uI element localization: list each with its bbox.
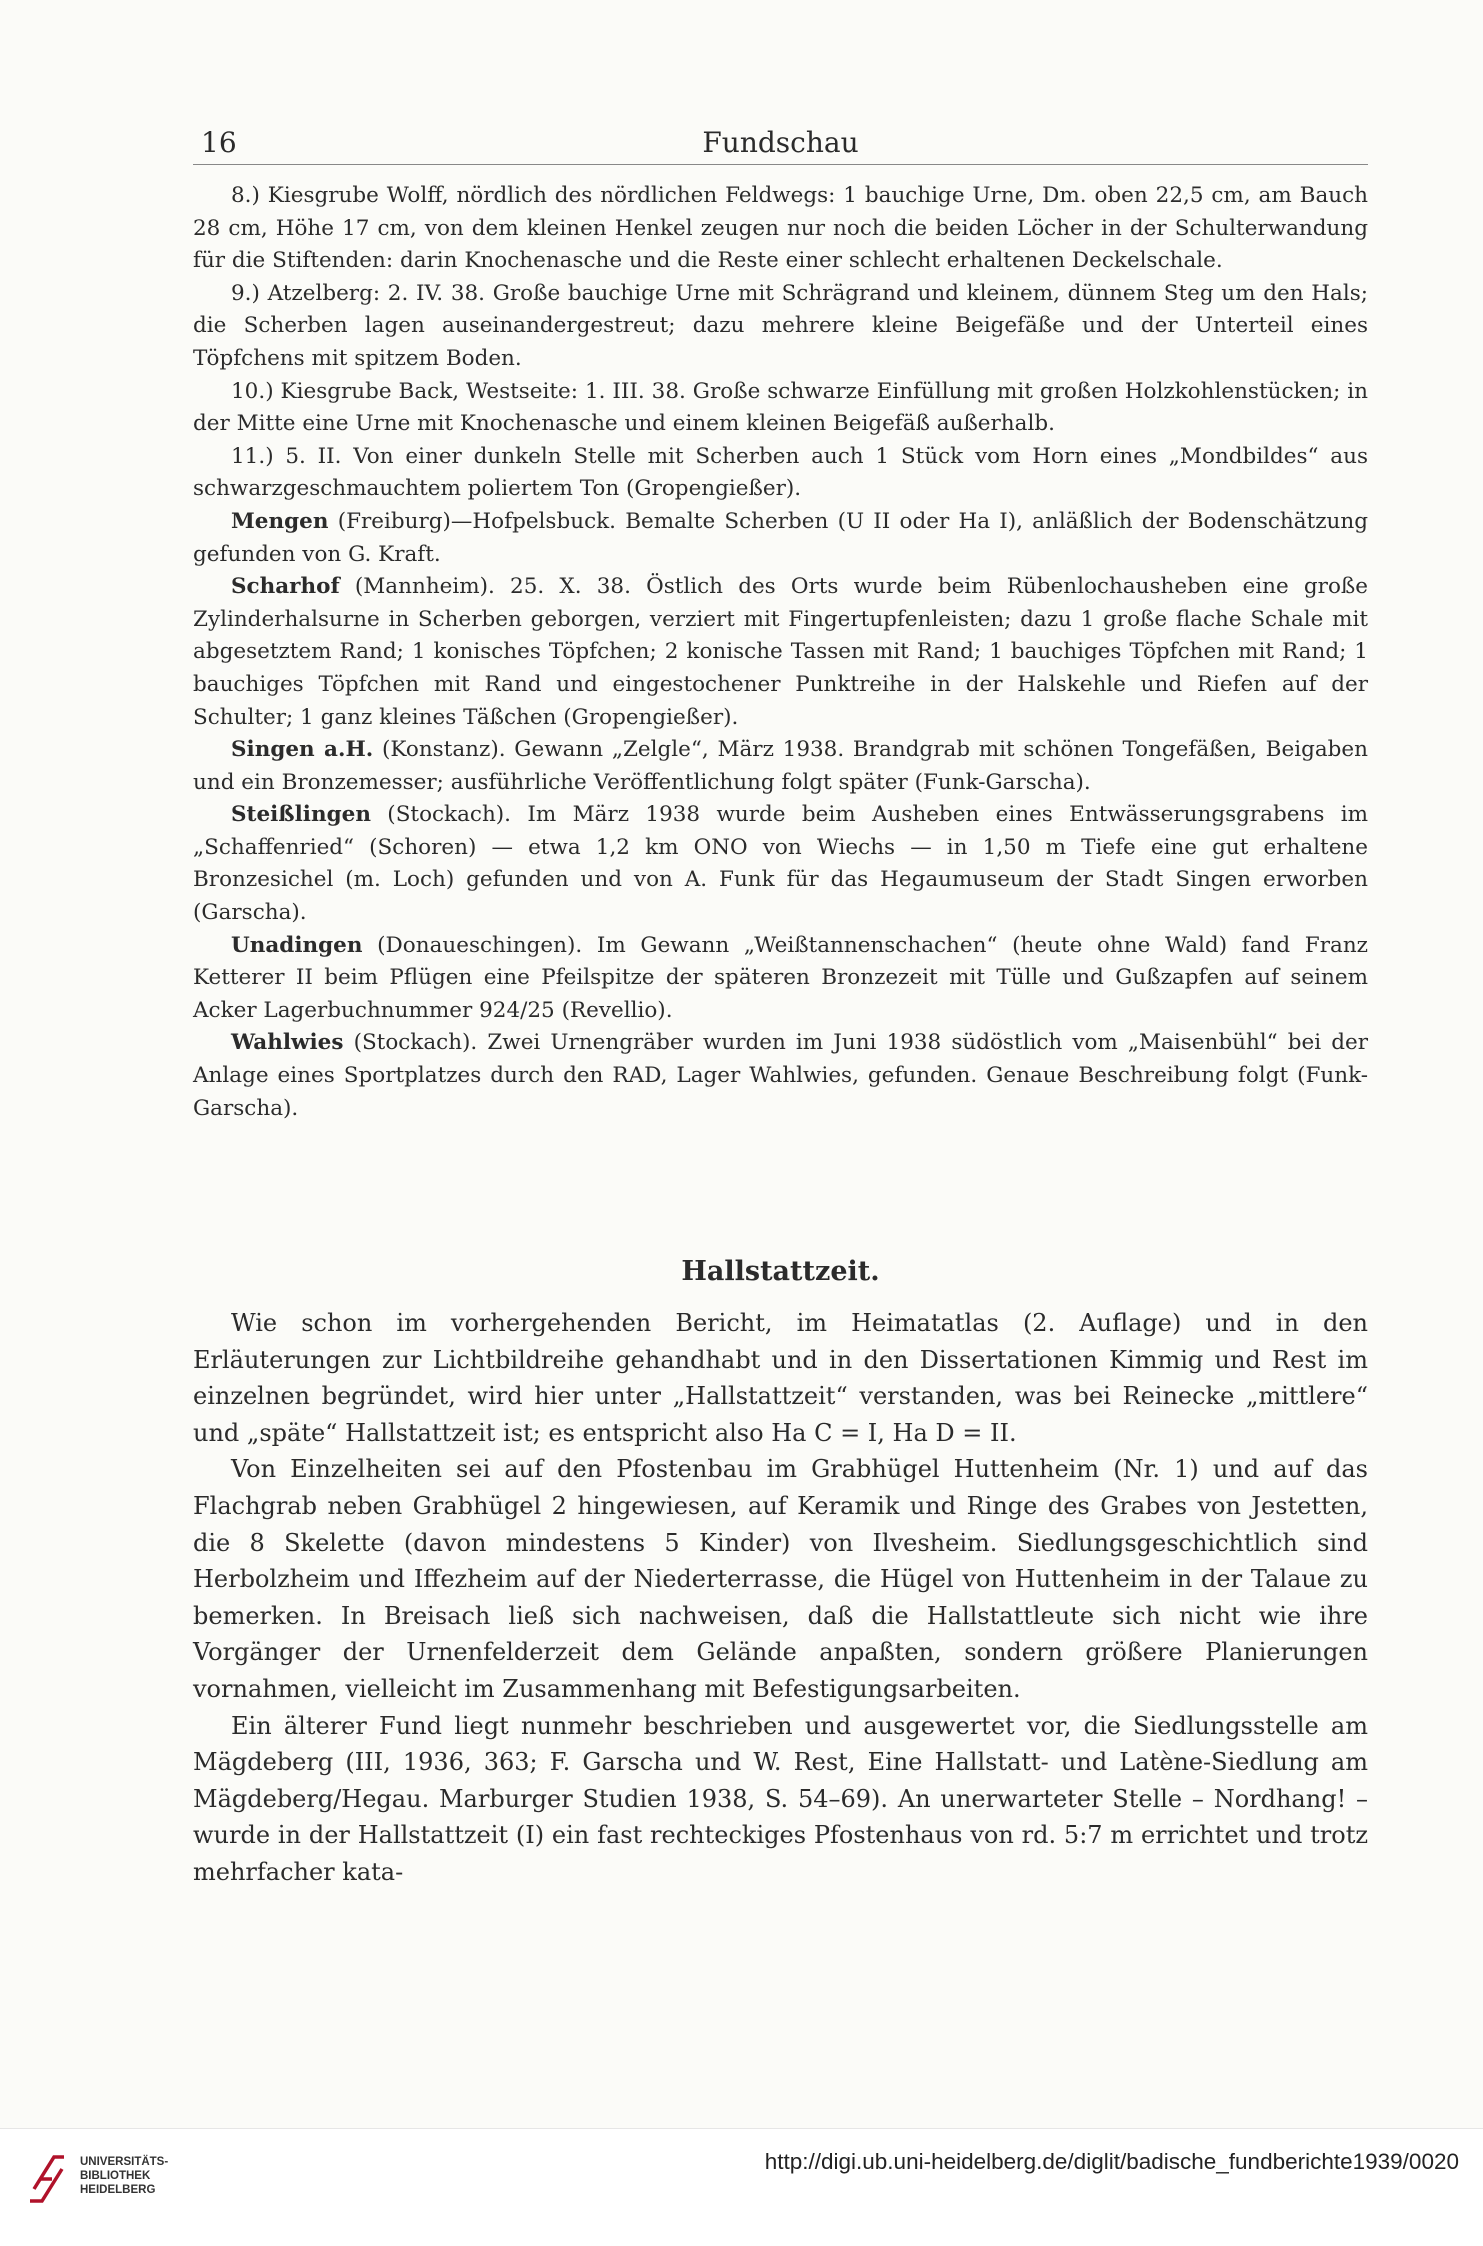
- entry-mondbild: 11.) 5. II. Von einer dunkeln Stelle mit Scherben auch 1 Stück vom Horn eines „Mondbildes“ aus schwarzgeschmauchtem poliertem Ton (Gropengießer).: [193, 443, 1368, 502]
- viewer-footer: [0, 2128, 1483, 2246]
- entry-unadingen: Unadingen (Donaueschingen). Im Gewann „Weißtannenschachen“ (heute ohne Wald) fand Franz Ketterer II beim Pflügen eine Pfeilspitze der späteren Bronzezeit mit Tülle und Gußzapfen auf seinem Acker Lagerbuchnummer 924/25 (Revellio).: [193, 932, 1368, 1023]
- place-name: Wahlwies: [231, 1030, 344, 1056]
- library-logo-icon: [28, 2149, 68, 2204]
- paragraph: Von Einzelheiten sei auf den Pfostenbau im Grabhügel Huttenheim (Nr. 1) und auf das Flachgrab neben Grabhügel 2 hingewiesen, auf Keramik und Ringe des Grabes von Jestetten, die 8 Skelette (davon mindestens 5 Kinder) von Ilvesheim. Siedlungsgeschichtlich sind Herbolzheim und Iffezheim auf der Niederterrasse, die Hügel von Huttenheim in der Talaue zu bemerken. In Breisach ließ sich nachweisen, daß die Hallstattleute sich nicht wie ihre Vorgänger der Urnenfelderzeit dem Gelände anpaßten, sondern größere Planierungen vornahmen, vielleicht im Zusammenhang mit Befestigungsarbeiten.: [193, 1455, 1368, 1703]
- place-name: Mengen: [231, 508, 329, 534]
- source-url-link[interactable]: http://digi.ub.uni-heidelberg.de/diglit/badische_fundberichte1939/0020: [764, 2149, 1459, 2174]
- running-title: Fundschau: [702, 126, 859, 159]
- entry-atzelberg: 9.) Atzelberg: 2. IV. 38. Große bauchige Urne mit Schrägrand und kleinem, dünnem Steg um den Hals; die Scherben lagen auseinandergestreut; dazu mehrere kleine Beigefäße und der Unterteil eines Töpfchens mit spitzem Boden.: [193, 280, 1368, 371]
- entry-steisslingen: Steißlingen (Stockach). Im März 1938 wurde beim Ausheben eines Entwässerungsgrabens im „Schaffenried“ (Schoren) — etwa 1,2 km ONO von Wiechs — in 1,50 m Tiefe eine gut erhaltene Bronzesichel (m. Loch) gefunden und von A. Funk für das Hegaumuseum der Stadt Singen erworben (Garscha).: [193, 802, 1368, 926]
- paragraph: Wie schon im vorhergehenden Bericht, im Heimatatlas (2. Auflage) und in den Erläuterungen zur Lichtbildreihe gehandhabt und in den Dissertationen Kimmig und Rest im einzelnen begründet, wird hier unter „Hallstattzeit“ verstanden, was bei Reinecke „mittlere“ und „späte“ Hallstattzeit ist; es entspricht also Ha C = I, Ha D = II.: [193, 1309, 1368, 1447]
- entry-kiesgrube-wolff: 8.) Kiesgrube Wolff, nördlich des nördlichen Feldwegs: 1 bauchige Urne, Dm. oben 22,5 cm, am Bauch 28 cm, Höhe 17 cm, von dem kleinen Henkel zeugen nur noch die beiden Löcher in der Schulterwandung für die Stiftenden: darin Knochenasche und die Reste einer schlecht erhaltenen Deckelschale.: [193, 183, 1368, 274]
- place-name: Unadingen: [231, 932, 363, 958]
- place-name: Scharhof: [231, 574, 340, 600]
- entry-wahlwies: Wahlwies (Stockach). Zwei Urnengräber wurden im Juni 1938 südöstlich vom „Maisenbühl“ bei der Anlage eines Sportplatzes durch den RAD, Lager Wahlwies, gefunden. Genaue Beschreibung folgt (Funk-Garscha).: [193, 1030, 1368, 1121]
- page-header: [193, 120, 1368, 165]
- library-name: UNIVERSITÄTS- BIBLIOTHEK HEIDELBERG: [80, 2156, 169, 2196]
- page-number: 16: [201, 126, 237, 159]
- section-title: Hallstattzeit.: [681, 1256, 880, 1287]
- section-body: [193, 1305, 1368, 1891]
- place-name: Singen a.H.: [231, 737, 374, 763]
- entry-mengen: Mengen (Freiburg)—Hofpelsbuck. Bemalte Scherben (U II oder Ha I), anläßlich der Bodenschätzung gefunden von G. Kraft.: [193, 508, 1368, 567]
- entry-kiesgrube-back: 10.) Kiesgrube Back, Westseite: 1. III. 38. Große schwarze Einfüllung mit großen Holzkohlenstücken; in der Mitte eine Urne mit Knochenasche und einem kleinen Beigefäß außerhalb.: [193, 378, 1368, 437]
- place-name: Steißlingen: [231, 802, 371, 828]
- entry-scharhof: Scharhof (Mannheim). 25. X. 38. Östlich des Orts wurde beim Rübenlochausheben eine große Zylinderhalsurne in Scherben geborgen, verziert mit Fingertupfenleisten; dazu 1 große flache Schale mit abgesetztem Rand; 1 konisches Töpfchen; 2 konische Tassen mit Rand; 1 bauchiges Töpfchen mit Rand; 1 bauchiges Töpfchen mit Rand und eingestochener Punktreihe in der Halskehle und Riefen auf der Schulter; 1 ganz kleines Täßchen (Gropengießer).: [193, 574, 1368, 730]
- findings-list: [193, 180, 1368, 1125]
- paragraph: Ein älterer Fund liegt nunmehr beschrieben und ausgewertet vor, die Siedlungsstelle am Mägdeberg (III, 1936, 363; F. Garscha und W. Rest, Eine Hallstatt- und Latène-Siedlung am Mägdeberg/Hegau. Marburger Studien 1938, S. 54–69). An unerwarteter Stelle – Nordhang! – wurde in der Hallstattzeit (I) ein fast rechteckiges Pfostenhaus von rd. 5:7 m errichtet und trotz mehrfacher kata-: [193, 1711, 1368, 1886]
- entry-singen: Singen a.H. (Konstanz). Gewann „Zelgle“, März 1938. Brandgrab mit schönen Tongefäßen, Beigaben und ein Bronzemesser; ausführliche Veröffentlichung folgt später (Funk-Garscha).: [193, 737, 1368, 795]
